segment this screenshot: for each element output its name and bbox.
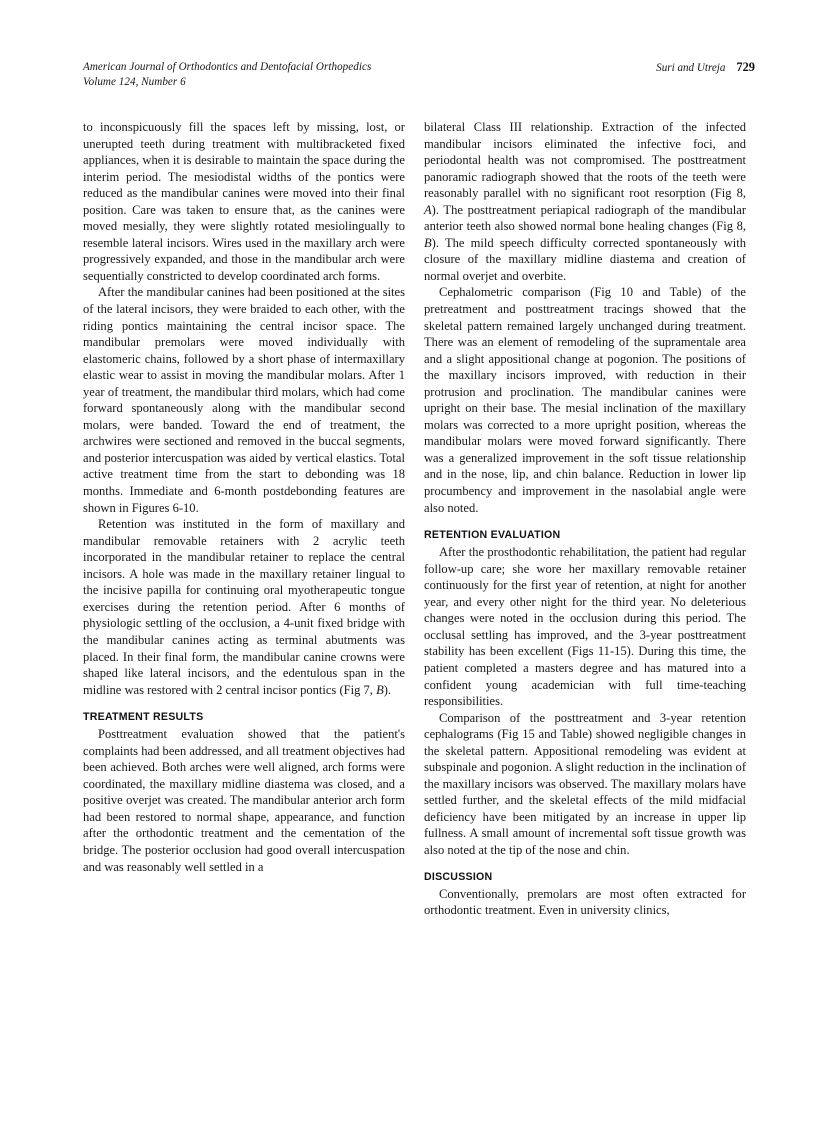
running-head-authors-page bbox=[656, 60, 755, 76]
paragraph bbox=[83, 516, 405, 698]
author-names: Suri and Utreja bbox=[656, 62, 726, 74]
page-number: 729 bbox=[736, 60, 755, 74]
paragraph: to inconspicuously fill the spaces left by missing, lost, or unerupted teeth during treatment with multibracketed fixed appliances, when it is desirable to maintain the space during the interim period. The mesiodistal widths of the pontics were reduced as the mandibular canines were moved into their final position. Care was taken to ensure that, as the canines were moved mesially, they were slightly rotated mesiolingually to resemble lateral incisors. Wires used in the maxillary arch were progressively expanded, and those in the mandibular arch were sequentially constricted to develop coordinated arch forms. bbox=[83, 120, 405, 283]
paragraph-text-segment: Retention was instituted in the form of maxillary and mandibular removable retainers with 2 acrylic teeth incorporated in the mandibular retainer to replace the central incisors. A hole was made in the maxillary retainer lingual to the incisive papilla for continuing oral myotherapeutic tongue exercises during the retention period. After 6 months of physiologic settling of the occlusion, a 4-unit fixed bridge with the mandibular canines acting as terminal abutments was placed. In their final form, the mandibular canine crowns were shaped like lateral incisors, and the edentulous span in the midline was restored with 2 central incisor pontics (Fig 7, bbox=[83, 517, 405, 697]
paragraph: Comparison of the posttreatment and 3-year retention cephalograms (Fig 15 and Table) showed negligible changes in the skeletal pattern. Appositional remodeling was evident at subspinale and pogonion. A slight reduction in the inclination of the maxillary incisors was observed. The maxillary molars have settled further, and the skeletal effects of the mild midfacial deficiency have been mitigated by an increase in upper lip fullness. A small amount of incremental soft tissue growth was also noted at the tip of the nose and chin. bbox=[424, 710, 746, 857]
paragraph bbox=[424, 119, 746, 284]
paragraph-text-segment: ). bbox=[383, 682, 392, 697]
running-head bbox=[83, 60, 755, 90]
left-column bbox=[83, 119, 405, 1049]
right-column bbox=[424, 119, 746, 1049]
paragraph-text-segment: ). The mild speech difficulty corrected spontaneously with closure of the maxillary midline diastema and creation of normal overjet and overbite. bbox=[424, 235, 746, 283]
figure-panel-label: A bbox=[424, 202, 432, 217]
paragraph: After the prosthodontic rehabilitation, the patient had regular follow-up care; she wore her maxillary removable retainer continuously for the first year of retention, at night for another year, and every other night for the third year. No deleterious changes were noted in the occlusion during this period. The occlusal settling has improved, and the 3-year posttreatment stability has been excellent (Figs 11-15). During this time, the patient completed a masters degree and has matured into a confident young academician with full time-teaching responsibilities. bbox=[424, 545, 746, 709]
paragraph: Cephalometric comparison (Fig 10 and Table) of the pretreatment and posttreatment tracings showed that the skeletal pattern remained largely unchanged during treatment. There was an element of remodeling of the supramentale area and a slight appositional change at pogonion. The positions of the maxillary incisors improved, with reduction in their protrusion and proclination. The mandibular canines were upright on their base. The mesial inclination of the maxillary molars was corrected to a more upright position, whereas the mandibular molars were moved forward significantly. There was a generalized improvement in the soft tissue relationship and in the nose, lip, and chin balance. Reduction in lower lip procumbency and improvement in the nasolabial angle were also noted. bbox=[424, 285, 746, 515]
paragraph-text-segment: ). The posttreatment periapical radiograph of the mandibular anterior teeth also showed normal bone healing changes (Fig 8, bbox=[424, 202, 746, 234]
article-body bbox=[83, 119, 755, 1049]
paragraph: After the mandibular canines had been positioned at the sites of the lateral incisors, they were braided to each other, with the riding pontics maintaining the central incisor space. The mandibular premolars were moved individually with elastomeric chains, followed by a short phase of intermaxillary elastic wear to assist in moving the mandibular molars. After 1 year of treatment, the mandibular third molars, which had come forward spontaneously along with the mandibular second molars, were banded. Toward the end of treatment, the archwires were sectioned and removed in the buccal segments, and posterior intercuspation was aided by vertical elastics. Total active treatment time from the start to debonding was 18 months. Immediate and 6-month postdebonding features are shown in Figures 6-10. bbox=[83, 285, 405, 515]
heading-discussion: DISCUSSION bbox=[424, 870, 493, 883]
volume-issue: Volume 124, Number 6 bbox=[83, 76, 186, 88]
heading-treatment-results: TREATMENT RESULTS bbox=[83, 711, 204, 724]
figure-panel-label: B bbox=[424, 235, 432, 250]
paragraph: Posttreatment evaluation showed that the patient's complaints had been addressed, and all treatment objectives had been achieved. Both arches were well aligned, arch forms were coordinated, the maxillary midline diastema was closed, and a positive overjet was created. The mandibular anterior arch form had been restored to normal shape, appearance, and function after the orthodontic treatment and the cementation of the bridge. The posterior occlusion had good overall intercuspation and was reasonably well settled in a bbox=[83, 727, 405, 874]
heading-retention-evaluation: RETENTION EVALUATION bbox=[424, 529, 561, 542]
figure-panel-label: B bbox=[376, 682, 384, 697]
paragraph-text-segment: bilateral Class III relationship. Extraction of the infected mandibular incisors eliminated the infective foci, and periodontal health was not compromised. The posttreatment panoramic radiograph showed that the roots of the teeth were reasonably parallel with no significant root resorption (Fig 8, bbox=[424, 120, 746, 201]
paragraph: Conventionally, premolars are most often extracted for orthodontic treatment. Even in university clinics, bbox=[424, 886, 746, 918]
journal-title: American Journal of Orthodontics and Dentofacial Orthopedics bbox=[83, 61, 372, 73]
running-head-journal bbox=[83, 60, 371, 90]
